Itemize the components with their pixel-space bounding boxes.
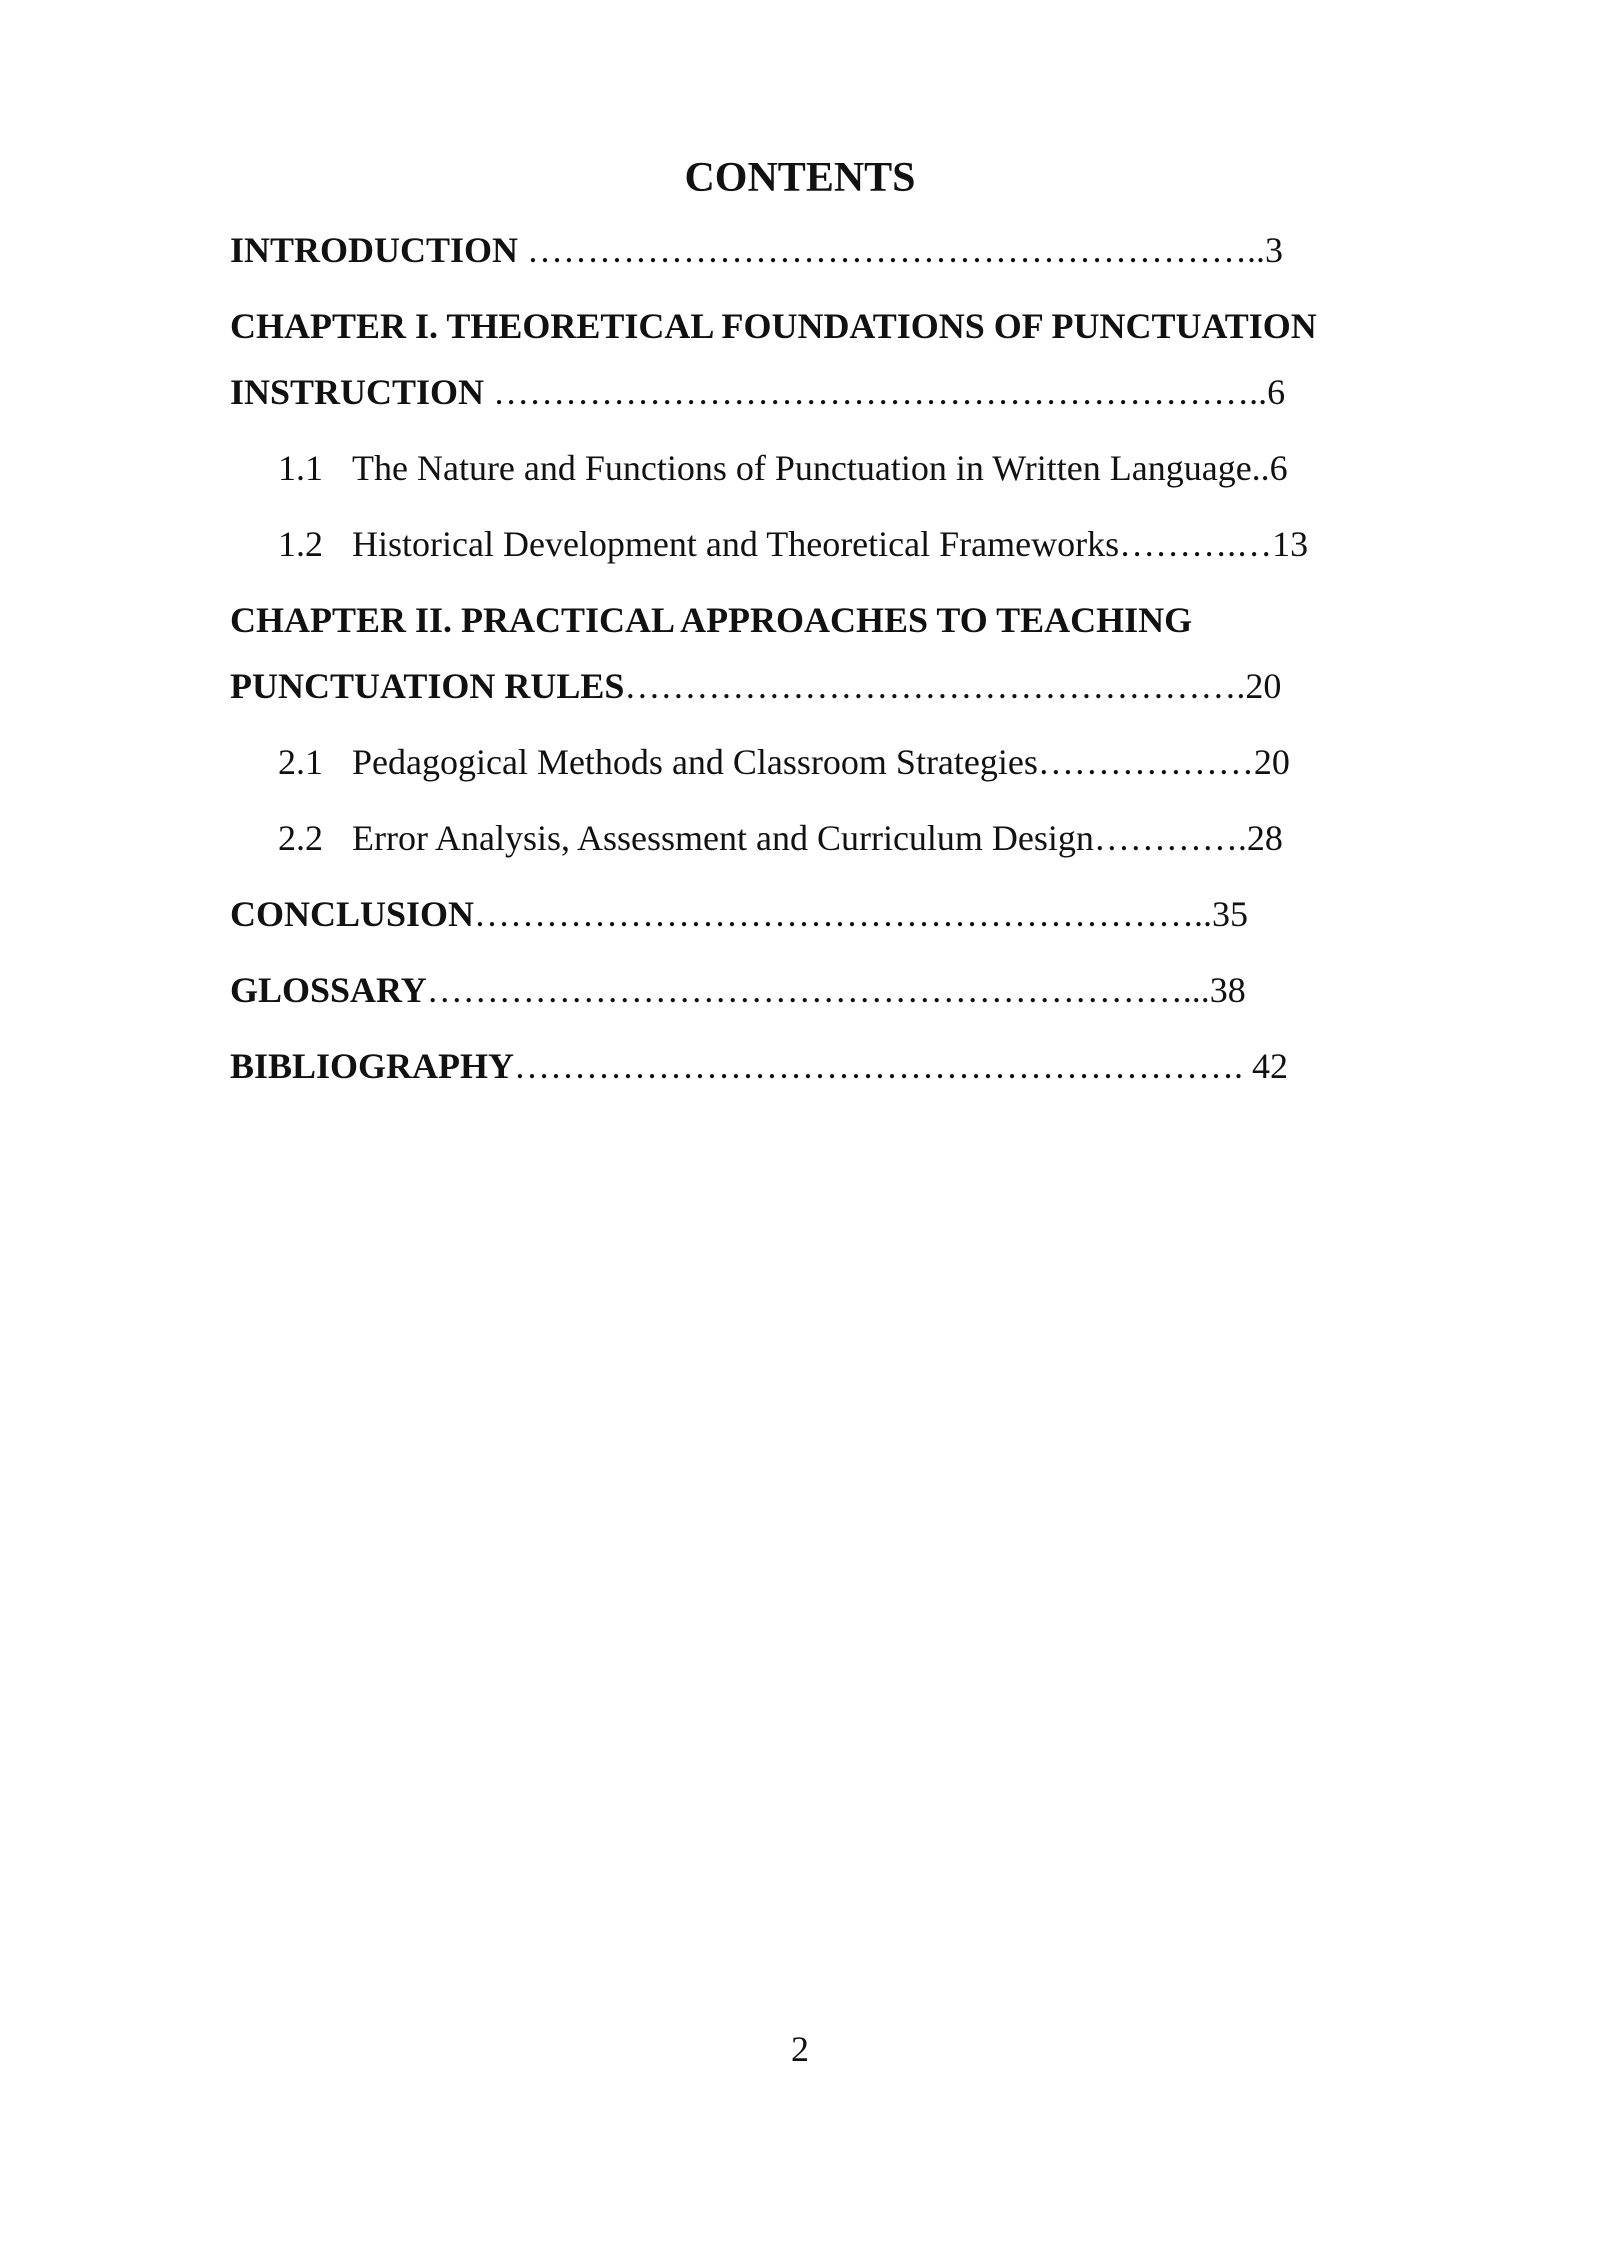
toc-entry-text: Historical Development and Theoretical Frameworks	[352, 524, 1120, 564]
toc-entry-section-2-1	[278, 738, 1290, 786]
toc-entry-text: CONCLUSION	[230, 894, 475, 934]
toc-section-number: 2.1	[278, 742, 323, 782]
toc-leader-dots: …………………………………………………….	[514, 1046, 1244, 1086]
toc-entry-text: CHAPTER II. PRACTICAL APPROACHES TO TEACHING	[230, 600, 1193, 640]
toc-page-number: 6	[1269, 448, 1288, 488]
toc-entry-text: INTRODUCTION	[230, 230, 519, 270]
toc-entry-chapter-2-line-2	[230, 662, 1281, 710]
toc-entry-chapter-1-line-1	[230, 302, 1317, 350]
toc-page-number: 38	[1209, 970, 1246, 1010]
toc-page-number: 42	[1243, 1046, 1289, 1086]
toc-entry-glossary	[230, 966, 1246, 1014]
toc-section-number: 1.2	[278, 524, 323, 564]
toc-section-number: 2.2	[278, 818, 323, 858]
toc-entry-text: CHAPTER I. THEORETICAL FOUNDATIONS OF PUNCTUATION	[230, 306, 1317, 346]
toc-entry-text: INSTRUCTION	[230, 372, 485, 412]
toc-entry-chapter-2-line-1	[230, 596, 1192, 644]
toc-page-number: 3	[1265, 230, 1284, 270]
toc-page-number: 6	[1267, 372, 1286, 412]
toc-leader-dots: ……………………………………………………..	[474, 894, 1213, 934]
toc-entry-text: PUNCTUATION RULES	[230, 666, 625, 706]
toc-entry-conclusion	[230, 890, 1248, 938]
toc-entry-text: The Nature and Functions of Punctuation in Written Language..	[352, 448, 1270, 488]
toc-page-number: 20	[1245, 666, 1282, 706]
toc-section-number: 1.1	[278, 448, 323, 488]
toc-leader-dots: ………………………………………………………..	[484, 372, 1268, 412]
toc-leader-dots: ………………	[1037, 742, 1254, 782]
toc-entry-text: Pedagogical Methods and Classroom Strategies	[352, 742, 1038, 782]
toc-page-number: 35	[1212, 894, 1249, 934]
toc-entry-introduction	[230, 226, 1283, 274]
page-number: 2	[791, 2029, 809, 2069]
toc-entry-text: BIBLIOGRAPHY	[230, 1046, 515, 1086]
toc-entry-section-1-2	[278, 520, 1308, 568]
toc-entry-chapter-1-line-2	[230, 368, 1285, 416]
page-title: CONTENTS	[684, 155, 916, 201]
toc-leader-dots: ……………………………………………………..	[518, 230, 1266, 270]
toc-leader-dots: …………………………………………….	[624, 666, 1246, 706]
toc-entry-text: GLOSSARY	[230, 970, 427, 1010]
toc-page-number: 13	[1272, 524, 1309, 564]
toc-entry-text: Error Analysis, Assessment and Curriculum Design	[352, 818, 1094, 858]
toc-leader-dots: ………….	[1093, 818, 1247, 858]
toc-entry-bibliography	[230, 1042, 1288, 1090]
toc-entry-section-2-2	[278, 814, 1283, 862]
toc-page-number: 20	[1253, 742, 1290, 782]
toc-entry-section-1-1	[278, 444, 1288, 492]
toc-page-number: 28	[1246, 818, 1283, 858]
toc-leader-dots: ……….…	[1119, 524, 1273, 564]
toc-leader-dots: ………………………………………………………...	[426, 970, 1210, 1010]
